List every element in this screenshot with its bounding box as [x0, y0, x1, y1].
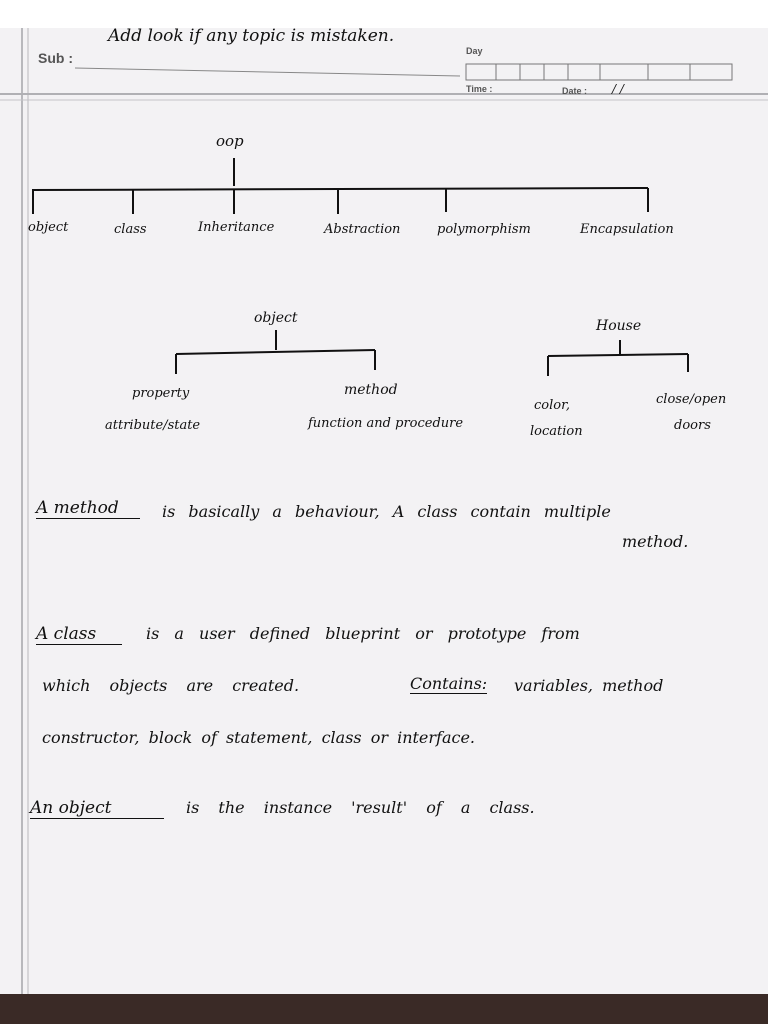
- class-line2b: variables, method: [514, 676, 664, 695]
- object-tree-root: object: [254, 310, 298, 326]
- oop-child-abstraction: Abstraction: [324, 222, 401, 237]
- sub-label: Sub :: [38, 50, 73, 66]
- oop-root: oop: [216, 132, 244, 150]
- oop-child-class: class: [114, 222, 147, 237]
- time-label: Time :: [466, 84, 493, 94]
- day-label: Day: [466, 46, 483, 56]
- house-tree-color: color,: [534, 398, 571, 413]
- date-value: / /: [612, 82, 624, 96]
- class-line3: constructor, block of statement, class or interface.: [42, 728, 476, 747]
- house-tree-doors: doors: [674, 418, 711, 433]
- method-term: A method: [36, 498, 140, 519]
- object-tree-method: method: [344, 382, 398, 398]
- method-line1: is basically a behaviour, A class contain multiple: [162, 502, 611, 521]
- house-tree-root: House: [596, 318, 642, 334]
- class-line1: is a user defined blueprint or prototype from: [146, 624, 580, 643]
- oop-child-encapsulation: Encapsulation: [580, 222, 674, 237]
- object-tree-property: property: [132, 386, 190, 401]
- oop-child-polymorphism: polymorphism: [437, 222, 531, 237]
- date-label: Date :: [562, 86, 588, 96]
- oop-child-object: object: [28, 220, 69, 235]
- desk-surface: [0, 994, 768, 1024]
- class-line2a: which objects are created.: [42, 676, 300, 695]
- object-tree-function: function and procedure: [308, 416, 464, 431]
- method-line2: method.: [622, 532, 689, 551]
- class-contains-label: Contains:: [410, 674, 488, 693]
- house-tree-location: location: [530, 424, 583, 439]
- object-tree-attribute: attribute/state: [105, 418, 201, 433]
- oop-child-inheritance: Inheritance: [198, 220, 275, 235]
- object-line1: is the instance 'result' of a class.: [186, 798, 535, 817]
- object-term: An object: [30, 798, 164, 819]
- notebook-page: [0, 28, 768, 994]
- class-term: A class: [36, 624, 122, 645]
- header-note: Add look if any topic is mistaken.: [108, 28, 395, 46]
- house-tree-close-open: close/open: [656, 392, 727, 407]
